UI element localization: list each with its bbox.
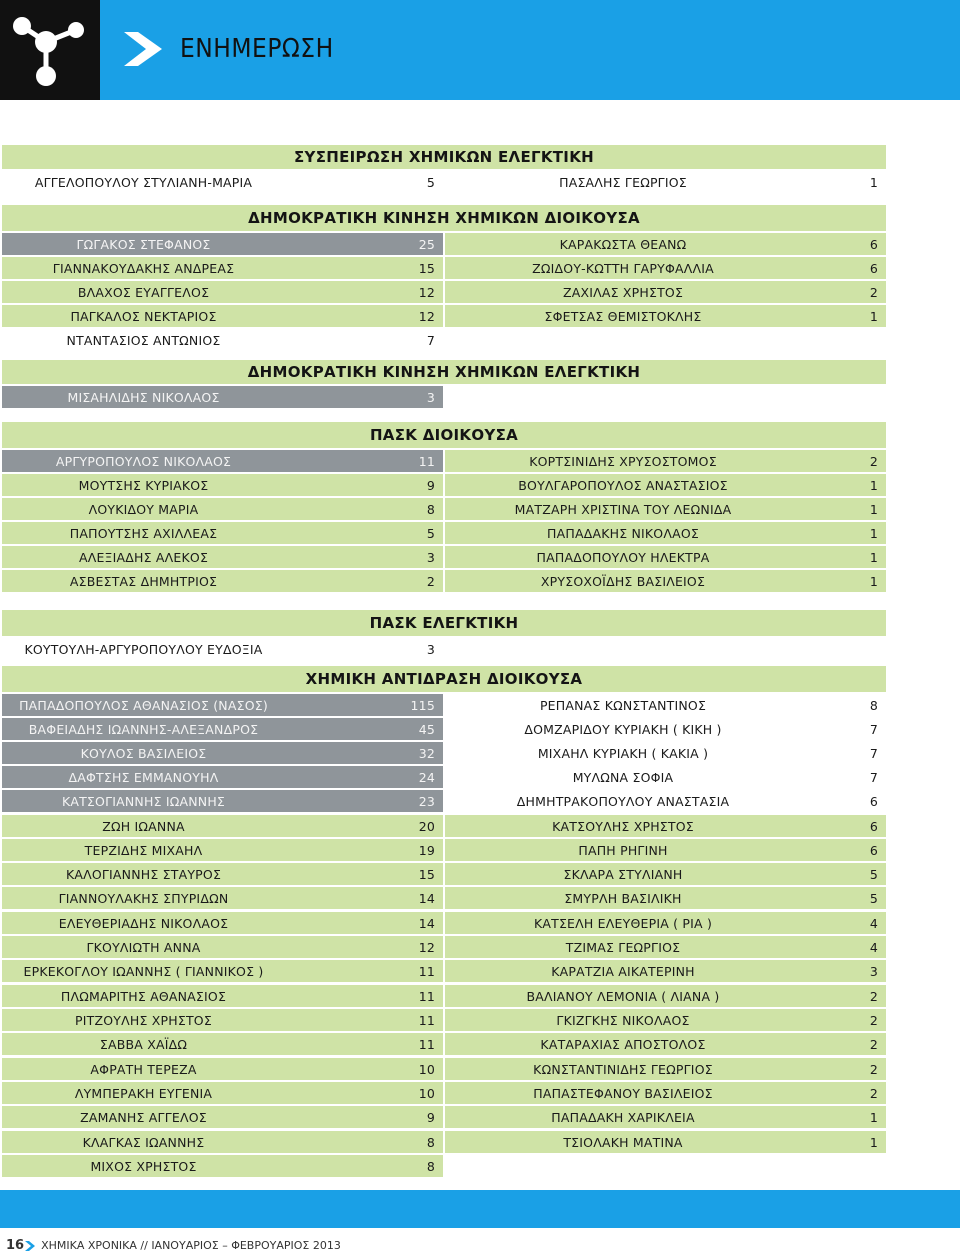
candidate-name: ΑΛΕΞΙΑΔΗΣ ΑΛΕΚΟΣ [2, 546, 285, 568]
candidate-name: ΒΟΥΛΓΑΡΟΠΟΥΛΟΣ ΑΝΑΣΤΑΣΙΟΣ [445, 474, 801, 496]
candidate-name: ΤΕΡΖΙΔΗΣ ΜΙΧΑΗΛ [2, 839, 285, 861]
candidate-name: ΖΩΗ ΙΩΑΝΝΑ [2, 815, 285, 837]
vote-count: 10 [285, 1058, 443, 1080]
vote-count: 2 [801, 450, 886, 472]
candidate-name: ΑΡΓΥΡΟΠΟΥΛΟΣ ΝΙΚΟΛΑΟΣ [2, 450, 285, 472]
candidate-name: ΠΑΠΟΥΤΣΗΣ ΑΧΙΛΛΕΑΣ [2, 522, 285, 544]
vote-count: 2 [285, 570, 443, 592]
vote-count: 24 [285, 766, 443, 788]
section-heading: ΔΗΜΟΚΡΑΤΙΚΗ ΚΙΝΗΣΗ ΧΗΜΙΚΩΝ ΕΛΕΓΚΤΙΚΗ [2, 360, 886, 384]
candidate-name: ΖΑΧΙΛΑΣ ΧΡΗΣΤΟΣ [445, 281, 801, 303]
candidate-name: ΚΟΥΤΟΥΛΗ-ΑΡΓΥΡΟΠΟΥΛΟΥ ΕΥΔΟΞΙΑ [24, 641, 263, 657]
vote-count: 23 [285, 790, 443, 812]
candidate-name: ΣΚΛΑΡΑ ΣΤΥΛΙΑΝΗ [445, 863, 801, 885]
candidate-name: ΧΡΥΣΟΧΟΪΔΗΣ ΒΑΣΙΛΕΙΟΣ [445, 570, 801, 592]
vote-count: 1 [801, 474, 886, 496]
vote-count: 8 [285, 1155, 443, 1177]
vote-count: 5 [801, 863, 886, 885]
vote-count: 9 [285, 1106, 443, 1128]
vote-count: 1 [801, 522, 886, 544]
section-heading: ΧΗΜΙΚΗ ΑΝΤΙΔΡΑΣΗ ΔΙΟΙΚΟΥΣΑ [2, 666, 886, 692]
candidate-name: ΜΙΣΑΗΛΙΔΗΣ ΝΙΚΟΛΑΟΣ [2, 386, 285, 408]
candidate-name: ΑΣΒΕΣΤΑΣ ΔΗΜΗΤΡΙΟΣ [2, 570, 285, 592]
vote-count: 2 [801, 1009, 886, 1031]
vote-count: 1 [801, 570, 886, 592]
vote-count: 1 [869, 174, 878, 190]
vote-count: 11 [285, 985, 443, 1007]
vote-count: 3 [801, 960, 886, 982]
vote-count: 1 [801, 305, 886, 327]
vote-count: 9 [285, 474, 443, 496]
vote-count: 4 [801, 936, 886, 958]
candidate-name: ΡΕΠΑΝΑΣ ΚΩΝΣΤΑΝΤΙΝΟΣ [539, 697, 707, 713]
vote-count: 6 [801, 233, 886, 255]
candidate-name: ΑΦΡΑΤΗ ΤΕΡΕΖΑ [2, 1058, 285, 1080]
candidate-name: ΛΟΥΚΙΔΟΥ ΜΑΡΙΑ [2, 498, 285, 520]
candidate-name: ΖΩΙΔΟΥ-ΚΩΤΤΗ ΓΑΡΥΦΑΛΛΙΑ [445, 257, 801, 279]
candidate-name: ΠΑΠΑΔΟΠΟΥΛΟΥ ΗΛΕΚΤΡΑ [445, 546, 801, 568]
vote-count: 2 [801, 1033, 886, 1055]
vote-count: 1 [801, 546, 886, 568]
vote-count: 11 [285, 450, 443, 472]
candidate-name: ΜΥΛΩΝΑ ΣΟΦΙΑ [572, 769, 674, 785]
footer [6, 1238, 341, 1253]
vote-count: 14 [285, 887, 443, 909]
footer-bar [0, 1190, 960, 1228]
vote-count: 4 [801, 912, 886, 934]
vote-count: 7 [869, 769, 878, 785]
candidate-name: ΜΑΤΖΑΡΗ ΧΡΙΣΤΙΝΑ ΤΟΥ ΛΕΩΝΙΔΑ [445, 498, 801, 520]
candidate-name: ΖΑΜΑΝΗΣ ΑΓΓΕΛΟΣ [2, 1106, 285, 1128]
vote-count: 3 [285, 386, 443, 408]
candidate-name: ΓΩΓΑΚΟΣ ΣΤΕΦΑΝΟΣ [2, 233, 285, 255]
candidate-name: ΒΑΦΕΙΑΔΗΣ ΙΩΑΝΝΗΣ-ΑΛΕΞΑΝΔΡΟΣ [2, 718, 285, 740]
candidate-name: ΔΗΜΗΤΡΑΚΟΠΟΥΛΟΥ ΑΝΑΣΤΑΣΙΑ [516, 793, 730, 809]
candidate-name: ΚΑΛΟΓΙΑΝΝΗΣ ΣΤΑΥΡΟΣ [2, 863, 285, 885]
vote-count: 115 [285, 694, 443, 716]
candidate-name: ΕΡΚΕΚΟΓΛΟΥ ΙΩΑΝΝΗΣ ( ΓΙΑΝΝΙΚΟΣ ) [2, 960, 285, 982]
candidate-name: ΜΙΧΑΗΛ ΚΥΡΙΑΚΗ ( ΚΑΚΙΑ ) [537, 745, 709, 761]
vote-count: 19 [285, 839, 443, 861]
candidate-name: ΚΑΡΑΚΩΣΤΑ ΘΕΑΝΩ [445, 233, 801, 255]
vote-count: 6 [801, 815, 886, 837]
candidate-name: ΠΑΠΑΣΤΕΦΑΝΟΥ ΒΑΣΙΛΕΙΟΣ [445, 1082, 801, 1104]
candidate-name: ΠΑΣΑΛΗΣ ΓΕΩΡΓΙΟΣ [559, 174, 687, 190]
candidate-name: ΠΑΠΗ ΡΗΓΙΝΗ [445, 839, 801, 861]
candidate-name: ΠΑΠΑΔΟΠΟΥΛΟΣ ΑΘΑΝΑΣΙΟΣ (ΝΑΣΟΣ) [2, 694, 285, 716]
vote-count: 12 [285, 281, 443, 303]
section-heading: ΠΑΣΚ ΕΛΕΓΚΤΙΚΗ [2, 610, 886, 636]
vote-count: 6 [801, 839, 886, 861]
candidate-name: ΚΑΤΣΟΥΛΗΣ ΧΡΗΣΤΟΣ [445, 815, 801, 837]
vote-count: 2 [801, 1082, 886, 1104]
candidate-name: ΓΙΑΝΝΟΥΛΑΚΗΣ ΣΠΥΡΙΔΩΝ [2, 887, 285, 909]
vote-count: 7 [869, 721, 878, 737]
candidate-name: ΤΣΙΟΛΑΚΗ ΜΑΤΙΝΑ [445, 1131, 801, 1153]
candidate-name: ΚΑΤΑΡΑΧΙΑΣ ΑΠΟΣΤΟΛΟΣ [445, 1033, 801, 1055]
candidate-name: ΚΟΡΤΣΙΝΙΔΗΣ ΧΡΥΣΟΣΤΟΜΟΣ [445, 450, 801, 472]
page-title: ΕΝΗΜΕΡΩΣΗ [180, 34, 334, 64]
candidate-name: ΣΜΥΡΛΗ ΒΑΣΙΛΙΚΗ [445, 887, 801, 909]
candidate-name: ΛΥΜΠΕΡΑΚΗ ΕΥΓΕΝΙΑ [2, 1082, 285, 1104]
candidate-name: ΣΑΒΒΑ ΧΑΪΔΩ [2, 1033, 285, 1055]
vote-count: 11 [285, 1009, 443, 1031]
candidate-name: ΚΑΤΣΕΛΗ ΕΛΕΥΘΕΡΙΑ ( ΡΙΑ ) [445, 912, 801, 934]
candidate-name: ΜΙΧΟΣ ΧΡΗΣΤΟΣ [2, 1155, 285, 1177]
candidate-name: ΝΤΑΝΤΑΣΙΟΣ ΑΝΤΩΝΙΟΣ [66, 332, 221, 348]
vote-count: 6 [869, 793, 878, 809]
vote-count: 2 [801, 1058, 886, 1080]
candidate-name: ΓΚΟΥΛΙΩΤΗ ΑΝΝΑ [2, 936, 285, 958]
section-heading: ΠΑΣΚ ΔΙΟΙΚΟΥΣΑ [2, 422, 886, 448]
candidate-name: ΔΑΦΤΣΗΣ ΕΜΜΑΝΟΥΗΛ [2, 766, 285, 788]
vote-count: 3 [426, 641, 435, 657]
vote-count: 2 [801, 985, 886, 1007]
candidate-name: ΚΩΝΣΤΑΝΤΙΝΙΔΗΣ ΓΕΩΡΓΙΟΣ [445, 1058, 801, 1080]
vote-count: 5 [426, 174, 435, 190]
candidate-name: ΕΛΕΥΘΕΡΙΑΔΗΣ ΝΙΚΟΛΑΟΣ [2, 912, 285, 934]
vote-count: 3 [285, 546, 443, 568]
vote-count: 32 [285, 742, 443, 764]
vote-count: 11 [285, 1033, 443, 1055]
section-heading: ΣΥΣΠΕΙΡΩΣΗ ΧΗΜΙΚΩΝ ΕΛΕΓΚΤΙΚΗ [2, 145, 886, 169]
candidate-name: ΠΑΠΑΔΑΚΗΣ ΝΙΚΟΛΑΟΣ [445, 522, 801, 544]
candidate-name: ΤΖΙΜΑΣ ΓΕΩΡΓΙΟΣ [445, 936, 801, 958]
candidate-name: ΜΟΥΤΣΗΣ ΚΥΡΙΑΚΟΣ [2, 474, 285, 496]
candidate-name: ΚΟΥΛΟΣ ΒΑΣΙΛΕΙΟΣ [2, 742, 285, 764]
vote-count: 7 [869, 745, 878, 761]
candidate-name: ΣΦΕΤΣΑΣ ΘΕΜΙΣΤΟΚΛΗΣ [445, 305, 801, 327]
vote-count: 7 [426, 332, 435, 348]
candidate-name: ΚΑΡΑΤΖΙΑ ΑΙΚΑΤΕΡΙΝΗ [445, 960, 801, 982]
page-number: 16 [6, 1238, 25, 1253]
vote-count: 8 [285, 498, 443, 520]
candidate-name: ΠΑΓΚΑΛΟΣ ΝΕΚΤΑΡΙΟΣ [2, 305, 285, 327]
vote-count: 10 [285, 1082, 443, 1104]
vote-count: 1 [801, 498, 886, 520]
vote-count: 8 [285, 1131, 443, 1153]
vote-count: 5 [285, 522, 443, 544]
candidate-name: ΔΟΜΖΑΡΙΔΟΥ ΚΥΡΙΑΚΗ ( ΚΙΚΗ ) [524, 721, 722, 737]
vote-count: 5 [801, 887, 886, 909]
candidate-name: ΚΛΑΓΚΑΣ ΙΩΑΝΝΗΣ [2, 1131, 285, 1153]
publication-info: ΧΗΜΙΚΑ ΧΡΟΝΙΚΑ // ΙΑΝΟΥΑΡΙΟΣ – ΦΕΒΡΟΥΑΡΙΟΣ 2013 [41, 1239, 341, 1252]
vote-count: 45 [285, 718, 443, 740]
vote-count: 12 [285, 936, 443, 958]
vote-count: 14 [285, 912, 443, 934]
vote-count: 8 [869, 697, 878, 713]
candidate-name: ΒΛΑΧΟΣ ΕΥΑΓΓΕΛΟΣ [2, 281, 285, 303]
candidate-name: ΓΙΑΝΝΑΚΟΥΔΑΚΗΣ ΑΝΔΡΕΑΣ [2, 257, 285, 279]
vote-count: 6 [801, 257, 886, 279]
candidate-name: ΚΑΤΣΟΓΙΑΝΝΗΣ ΙΩΑΝΝΗΣ [2, 790, 285, 812]
vote-count: 1 [801, 1131, 886, 1153]
vote-count: 1 [801, 1106, 886, 1128]
vote-count: 15 [285, 257, 443, 279]
candidate-name: ΠΑΠΑΔΑΚΗ ΧΑΡΙΚΛΕΙΑ [445, 1106, 801, 1128]
candidate-name: ΑΓΓΕΛΟΠΟΥΛΟΥ ΣΤΥΛΙΑΝΗ-ΜΑΡΙΑ [34, 174, 253, 190]
vote-count: 2 [801, 281, 886, 303]
vote-count: 20 [285, 815, 443, 837]
candidate-name: ΡΙΤΖΟΥΛΗΣ ΧΡΗΣΤΟΣ [2, 1009, 285, 1031]
chevron-right-icon [25, 1241, 35, 1251]
vote-count: 15 [285, 863, 443, 885]
vote-count: 25 [285, 233, 443, 255]
candidate-name: ΒΑΛΙΑΝΟΥ ΛΕΜΟΝΙΑ ( ΛΙΑΝΑ ) [445, 985, 801, 1007]
vote-count: 12 [285, 305, 443, 327]
section-heading: ΔΗΜΟΚΡΑΤΙΚΗ ΚΙΝΗΣΗ ΧΗΜΙΚΩΝ ΔΙΟΙΚΟΥΣΑ [2, 205, 886, 231]
candidate-name: ΠΛΩΜΑΡΙΤΗΣ ΑΘΑΝΑΣΙΟΣ [2, 985, 285, 1007]
candidate-name: ΓΚΙΖΓΚΗΣ ΝΙΚΟΛΑΟΣ [445, 1009, 801, 1031]
vote-count: 11 [285, 960, 443, 982]
